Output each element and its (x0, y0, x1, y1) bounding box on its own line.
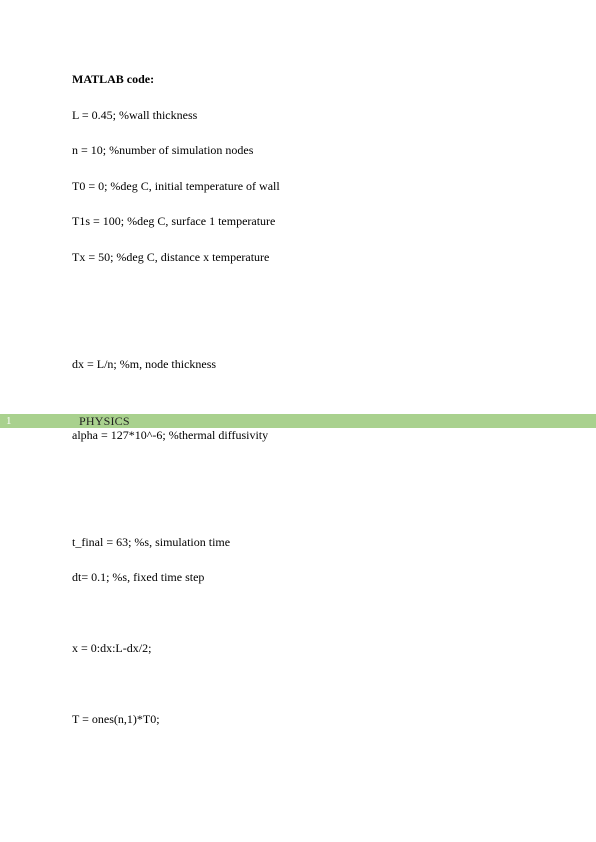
code-line: alpha = 127*10^-6; %thermal diffusivity (72, 428, 269, 442)
code-line: dt= 0.1; %s, fixed time step (72, 570, 205, 584)
code-line: T0 = 0; %deg C, initial temperature of wall (72, 179, 280, 193)
code-line: dx = L/n; %m, node thickness (72, 357, 217, 371)
code-line: Tx = 50; %deg C, distance x temperature (72, 250, 270, 264)
code-line: T1s = 100; %deg C, surface 1 temperature (72, 214, 276, 228)
code-line: t_final = 63; %s, simulation time (72, 535, 231, 549)
code-line: T = ones(n,1)*T0; (72, 712, 160, 726)
header-label: PHYSICS (79, 414, 130, 428)
code-line: x = 0:dx:L-dx/2; (72, 641, 152, 655)
page-header-band (0, 414, 596, 428)
code-line: L = 0.45; %wall thickness (72, 108, 198, 122)
page-number: 1 (6, 415, 12, 427)
code-line: n = 10; %number of simulation nodes (72, 143, 254, 157)
code-heading: MATLAB code: (72, 72, 155, 86)
